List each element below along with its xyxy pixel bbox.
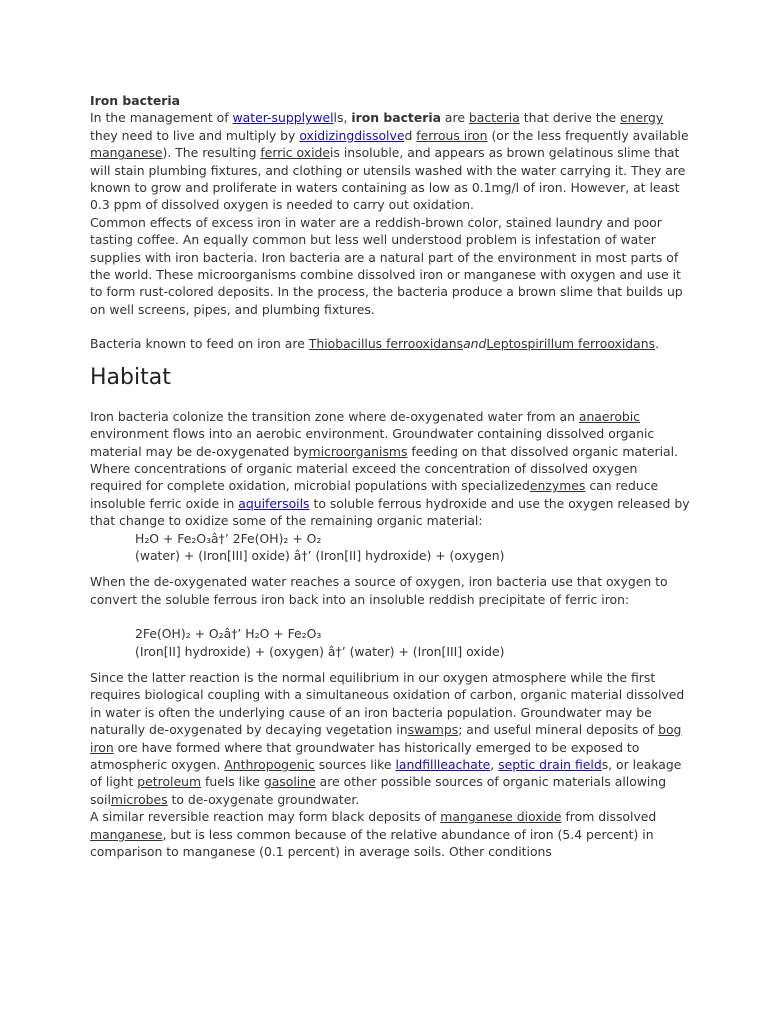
text: is insoluble, and appears as brown gelatinous slime that will stain plumbing fixtures, and clothing or utensils washed with the water carrying it. They are known to grow and proliferate in waters containing as low as 0.1mg/l of iron. However, at least 0.3 ppm of dissolved oxygen is needed to carry out oxidation. bbox=[90, 145, 686, 213]
text: environment flows into an aerobic environment. Groundwater containing dissolved organic material may be de-oxygenated by bbox=[90, 426, 655, 459]
text: are other possible sources of organic materials allowing soil bbox=[90, 774, 667, 807]
manganese-paragraph bbox=[90, 808, 690, 860]
link-ferrous-iron[interactable]: ferrous iron bbox=[416, 127, 488, 143]
text: fuels like bbox=[201, 774, 264, 790]
link-swamps[interactable]: swamps bbox=[407, 722, 459, 738]
link-bacteria[interactable]: bacteria bbox=[468, 110, 520, 126]
link-septic-drain-field[interactable]: septic drain field bbox=[498, 757, 602, 772]
text: to de-oxygenate groundwater. bbox=[167, 791, 360, 807]
species-paragraph bbox=[90, 335, 690, 352]
text: d bbox=[404, 127, 417, 143]
link-microorganisms[interactable]: microorganisms bbox=[308, 443, 408, 459]
link-manganese[interactable]: manganese bbox=[90, 145, 163, 161]
text: . bbox=[655, 336, 660, 352]
spacer bbox=[90, 318, 690, 335]
text: , bbox=[490, 757, 499, 772]
text: ore have formed where that groundwater has historically emerged to be exposed to atmospheric oxygen. bbox=[90, 739, 640, 772]
text: s, bbox=[337, 110, 352, 126]
text: ; and useful mineral deposits of bbox=[458, 722, 659, 738]
bold-term-iron-bacteria: iron bacteria bbox=[351, 110, 441, 126]
link-manganese-dioxide[interactable]: manganese dioxide bbox=[440, 809, 562, 825]
link-enzymes[interactable]: enzymes bbox=[529, 478, 586, 494]
equation-2-formula: 2Fe(OH)₂ + O₂â†’ H₂O + Fe₂O₃ bbox=[135, 626, 322, 642]
text: , but is less common because of the relative abundance of iron (5.4 percent) in comparison to manganese (0.1 percent) in average soils. Other conditions bbox=[90, 826, 654, 860]
text: Iron bacteria colonize the transition zone where de-oxygenated water from an bbox=[90, 408, 579, 424]
link-anaerobic[interactable]: anaerobic bbox=[578, 408, 641, 424]
spacer bbox=[90, 608, 690, 625]
document-page bbox=[90, 92, 690, 860]
intro-paragraph bbox=[90, 109, 690, 213]
equation-2-words: (Iron[II] hydroxide) + (oxygen) â†’ (water) + (Iron[III] oxide) bbox=[135, 643, 505, 659]
link-leptospirillum[interactable]: Leptospirillum ferrooxidans bbox=[486, 336, 656, 352]
text: feeding on that dissolved organic material. Where concentrations of organic material exceed the concentration of dissolved oxygen required for complete oxidation, microbial populations with specialized bbox=[90, 443, 679, 494]
oxygen-paragraph: When the de-oxygenated water reaches a source of oxygen, iron bacteria use that oxygen to convert the soluble ferrous iron back into an insoluble reddish precipitate of ferric iron: bbox=[90, 574, 668, 607]
text: l bbox=[333, 110, 337, 126]
text: are bbox=[440, 110, 469, 126]
link-petroleum[interactable]: petroleum bbox=[137, 774, 202, 790]
text: from dissolved bbox=[561, 809, 657, 825]
equation-1-formula: H₂O + Fe₂O₃â†’ 2Fe(OH)₂ + O₂ bbox=[135, 530, 322, 546]
text: ). The resulting bbox=[162, 145, 261, 161]
link-aquifer-soils[interactable]: aquifersoils bbox=[238, 495, 310, 511]
effects-paragraph: Common effects of excess iron in water are a reddish-brown color, stained laundry and poor tasting coffee. An equally common but less well understood problem is infestation of water supplies with iron bacteria. Iron bacteria are a natural part of the environment in most parts of the world. These microorganisms combine dissolved iron or manganese with oxygen and use it to form rust-colored deposits. In the process, the bacteria produce a brown slime that builds up on well screens, pipes, and plumbing fixtures. bbox=[90, 214, 683, 317]
text: that derive the bbox=[519, 110, 621, 126]
link-anthropogenic[interactable]: Anthropogenic bbox=[224, 757, 315, 772]
text: Bacteria known to feed on iron are bbox=[90, 336, 309, 352]
article-title: Iron bacteria bbox=[90, 93, 180, 108]
text: can reduce insoluble ferric oxide in bbox=[90, 478, 659, 511]
equation-1-words: (water) + (Iron[III] oxide) â†’ (Iron[II] hydroxide) + (oxygen) bbox=[135, 547, 505, 563]
link-microbes[interactable]: microbes bbox=[110, 791, 168, 807]
link-thiobacillus[interactable]: Thiobacillus ferrooxidans bbox=[308, 336, 464, 352]
link-ferric-oxide[interactable]: ferric oxide bbox=[260, 145, 331, 161]
link-oxidizing-dissolved[interactable]: oxidizingdissolve bbox=[299, 127, 405, 143]
habitat-paragraph bbox=[90, 408, 690, 530]
link-bog-iron[interactable]: bog iron bbox=[90, 722, 682, 755]
text: In the management of bbox=[90, 110, 233, 126]
text: s, or leakage of light bbox=[90, 757, 682, 790]
text: to soluble ferrous hydroxide and use the oxygen released by that change to oxidize some of the remaining organic material: bbox=[90, 495, 690, 529]
text: Since the latter reaction is the normal equilibrium in our oxygen atmosphere while the first requires biological coupling with a simultaneous oxidation of carbon, organic material dissolved in water is often the underlying cause of an iron bacteria population. Groundwater may be naturally de-oxygenated by decaying vegetation in bbox=[90, 669, 685, 738]
text: A similar reversible reaction may form black deposits of bbox=[90, 809, 441, 825]
link-water-supply-well[interactable]: water-supplywel bbox=[232, 110, 334, 126]
equilibrium-paragraph bbox=[90, 669, 690, 808]
link-landfill-leachate[interactable]: landfillleachate bbox=[395, 757, 491, 772]
text: (or the less frequently available bbox=[487, 127, 689, 143]
text: they need to live and multiply by bbox=[90, 127, 300, 143]
section-heading-habitat: Habitat bbox=[90, 364, 171, 390]
text: and bbox=[463, 336, 487, 352]
link-energy[interactable]: energy bbox=[620, 110, 664, 126]
link-manganese-2[interactable]: manganese bbox=[90, 826, 163, 842]
text: sources like bbox=[314, 757, 396, 772]
link-gasoline[interactable]: gasoline bbox=[263, 774, 316, 790]
